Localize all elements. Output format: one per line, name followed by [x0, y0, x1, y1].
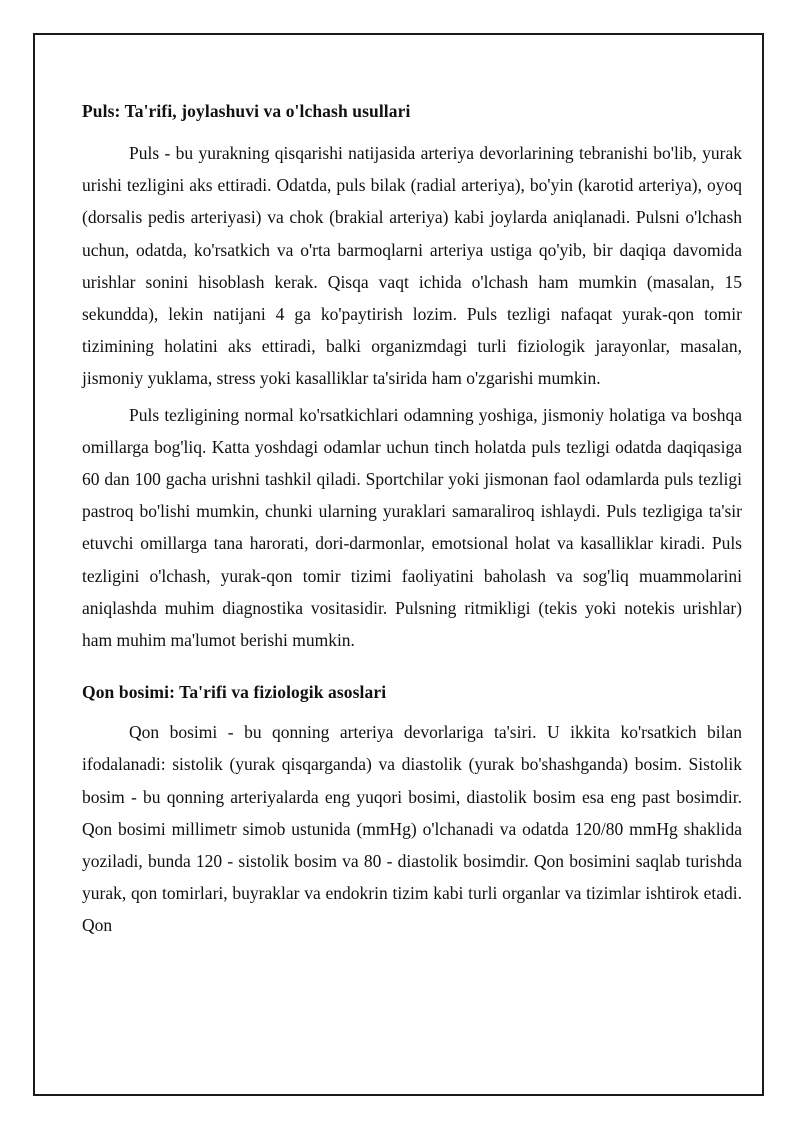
- paragraph-qon-bosimi-definition: Qon bosimi - bu qonning arteriya devorlariga ta'siri. U ikkita ko'rsatkich bilan ifodalanadi: sistolik (yurak qisqarganda) va diastolik (yurak bo'shashganda) bosim. Sistolik bosim - bu qonning arteriyalarda eng yuqori bosimi, diastolik bosim esa eng past bosimdir. Qon bosimi millimetr simob ustunida (mmHg) o'lchanadi va odatda 120/80 mmHg shaklida yoziladi, bunda 120 - sistolik bosim va 80 - diastolik bosimdir. Qon bosimini saqlab turishda yurak, qon tomirlari, buyraklar va endokrin tizim kabi turli organlar va tizimlar ishtirok etadi. Qon: [82, 722, 742, 936]
- document-body: [82, 97, 742, 942]
- section-heading-puls: Puls: Ta'rifi, joylashuvi va o'lchash usullari: [82, 101, 411, 121]
- paragraph-puls-definition: Puls - bu yurakning qisqarishi natijasida arteriya devorlarining tebranishi bo'lib, yurak urishi tezligini aks ettiradi. Odatda, puls bilak (radial arteriya), bo'yin (karotid arteriya), oyoq (dorsalis pedis arteriyasi) va chok (brakial arteriya) kabi joylarda aniqlanadi. Pulsni o'lchash uchun, odatda, ko'rsatkich va o'rta barmoqlarni arteriya ustiga qo'yib, bir daqiqa davomida urishlar sonini hisoblash kerak. Qisqa vaqt ichida o'lchash ham mumkin (masalan, 15 sekundda), lekin natijani 4 ga ko'paytirish lozim. Puls tezligi nafaqat yurak-qon tomir tizimining holatini aks ettiradi, balki organizmdagi turli fiziologik jarayonlar, masalan, jismoniy yuklama, stress yoki kasalliklar ta'sirida ham o'zgarishi mumkin.: [82, 143, 742, 389]
- section-heading-qon-bosimi: Qon bosimi: Ta'rifi va fiziologik asoslari: [82, 682, 387, 703]
- paragraph-puls-norms: Puls tezligining normal ko'rsatkichlari odamning yoshiga, jismoniy holatiga va boshqa omillarga bog'liq. Katta yoshdagi odamlar uchun tinch holatda puls tezligi odatda daqiqasiga 60 dan 100 gacha urishni tashkil qiladi. Sportchilar yoki jismonan faol odamlarda puls tezligi pastroq bo'lishi mumkin, chunki ularning yuraklari samaraliroq ishlaydi. Puls tezligiga ta'sir etuvchi omillarga tana harorati, dori-darmonlar, emotsional holat va kasalliklar kiradi. Puls tezligini o'lchash, yurak-qon tomir tizimi faoliyatini baholash va sog'liq muammolarini aniqlashda muhim diagnostika vositasidir. Pulsning ritmikligi (tekis yoki notekis urishlar) ham muhim ma'lumot berishi mumkin.: [82, 404, 742, 651]
